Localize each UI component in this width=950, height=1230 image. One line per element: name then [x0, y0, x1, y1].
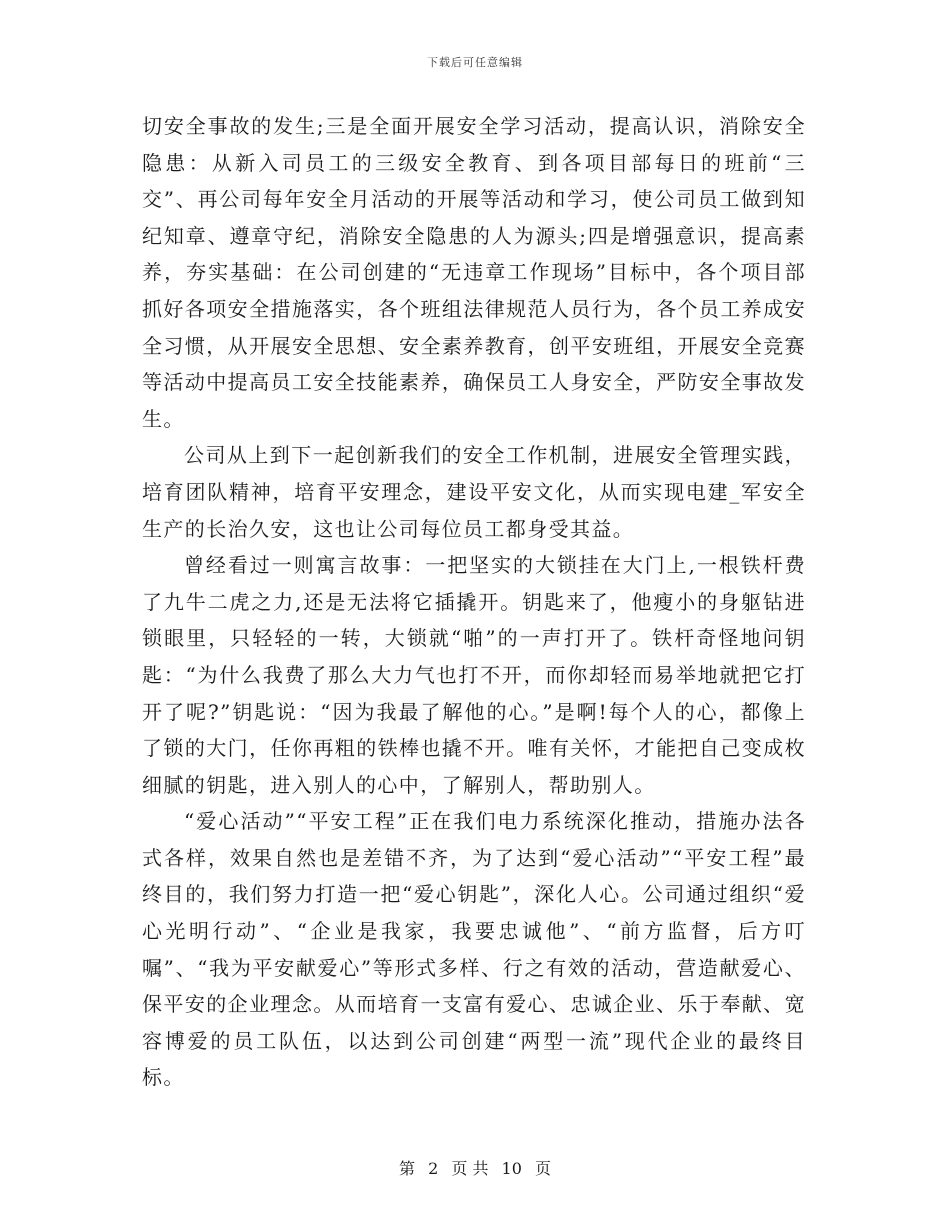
current-page-number: 2: [428, 1159, 439, 1178]
paragraph-1: 切安全事故的发生;三是全面开展安全学习活动，提高认识，消除安全隐患：从新入司员工的三级安全教育、到各项目部每日的班前“三交”、再公司每年安全月活动的开展等活动和学习，使公司员工做到知纪知章、遵章守纪，消除安全隐患的人为源头;四是增强意识，提高素养，夯实基础：在公司创建的“无违章工作现场”目标中，各个项目部抓好各项安全措施落实，各个班组法律规范人员行为，各个员工养成安全习惯，从开展安全思想、安全素养教育，创平安班组，开展安全竞赛等活动中提高员工安全技能素养，确保员工人身安全，严防安全事故发生。: [142, 114, 806, 431]
footer-middle: 页 共: [451, 1159, 489, 1178]
total-page-count: 10: [501, 1159, 522, 1178]
document-body: [142, 108, 806, 1096]
page-header: 下载后可任意编辑: [427, 56, 523, 69]
paragraph-2: 公司从上到下一起创新我们的安全工作机制，进展安全管理实践，培育团队精神，培育平安理念，建设平安文化，从而实现电建_军安全生产的长治久安，这也让公司每位员工都身受其益。: [142, 443, 806, 541]
paragraph-4: “爱心活动”“平安工程”正在我们电力系统深化推动，措施办法各式各样，效果自然也是差错不齐，为了达到“爱心活动”“平安工程”最终目的，我们努力打造一把“爱心钥匙”，深化人心。公司通过组织“爱心光明行动”、“企业是我家，我要忠诚他”、“前方监督，后方叮嘱”、“我为平安献爱心”等形式多样、行之有效的活动，营造献爱心、保平安的企业理念。从而培育一支富有爱心、忠诚企业、乐于奉献、宽容博爱的员工队伍，以达到公司创建“两型一流”现代企业的最终目标。: [142, 809, 806, 1090]
paragraph-3: 曾经看过一则寓言故事：一把坚实的大锁挂在大门上,一根铁杆费了九牛二虎之力,还是无法将它插撬开。钥匙来了，他瘦小的身躯钻进锁眼里，只轻轻的一转，大锁就“啪”的一声打开了。铁杆奇怪地问钥匙：“为什么我费了那么大力气也打不开，而你却轻而易举地就把它打开了呢?”钥匙说：“因为我最了解他的心。”是啊!每个人的心，都像上了锁的大门，任你再粗的铁棒也撬不开。唯有关怀，才能把自己变成枚细腻的钥匙，进入别人的心中，了解别人，帮助别人。: [142, 553, 806, 797]
footer-suffix: 页: [535, 1159, 552, 1178]
footer-prefix: 第: [398, 1159, 415, 1178]
page-footer: [0, 1156, 950, 1179]
